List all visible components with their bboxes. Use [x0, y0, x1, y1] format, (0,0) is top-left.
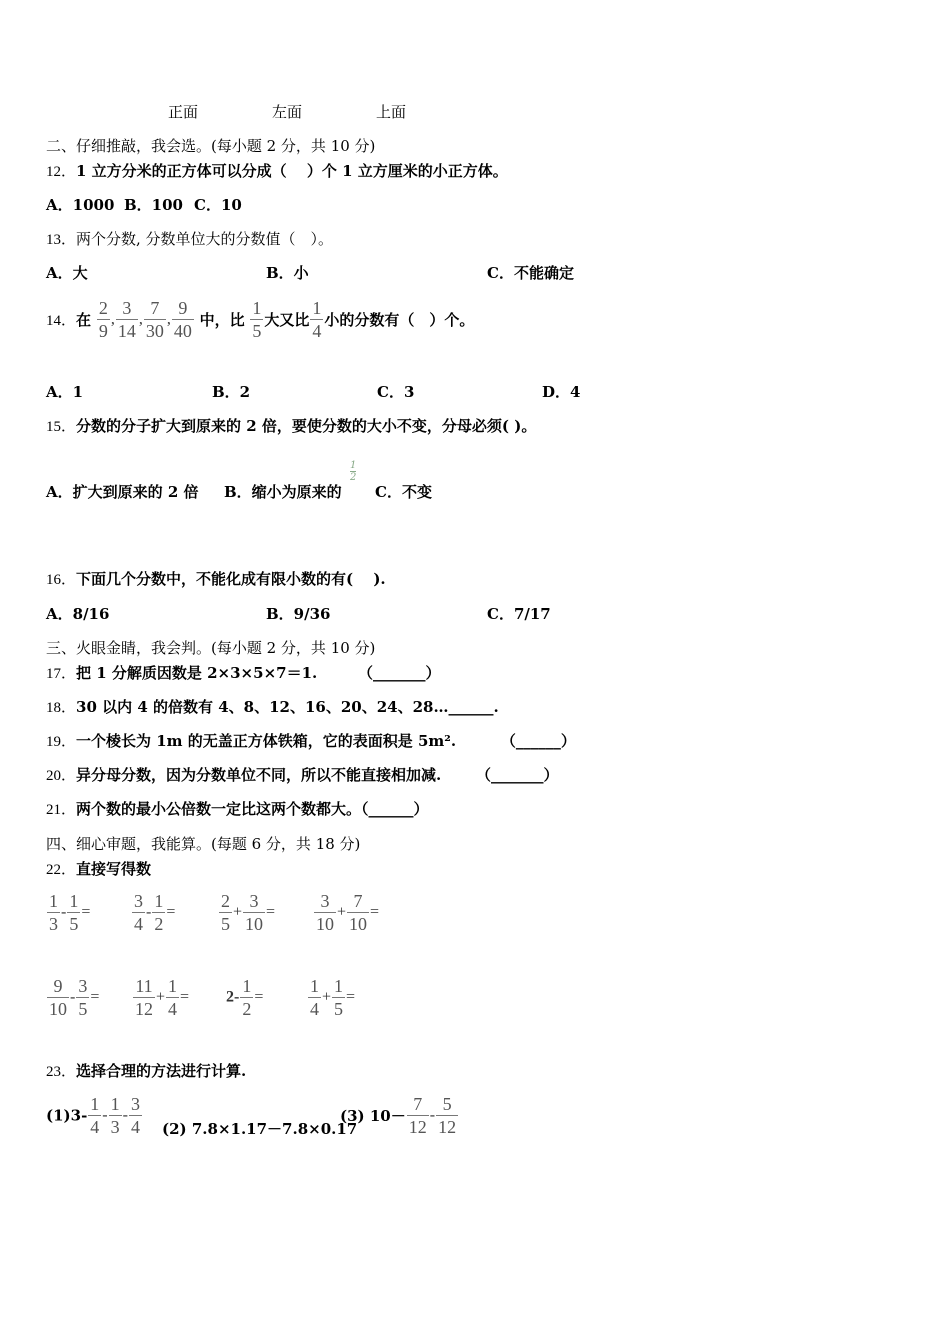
q14-mid2: 大又比	[264, 311, 310, 329]
q15	[46, 416, 536, 437]
q14-pre: 在	[76, 311, 92, 329]
q23-part3: (3) 10－ $\frac{7}{12}$ - $\frac{5}{12}$	[340, 1094, 457, 1137]
q12-text: 1 立方分米的正方体可以分成（ ）个 1 立方厘米的小正方体。	[76, 162, 508, 180]
view-label-front: 正面	[168, 103, 199, 121]
q13-option-b: B．小	[266, 264, 309, 282]
q21	[46, 799, 429, 820]
q14-upper-fraction: $\frac{1}{4}$	[312, 298, 322, 341]
section3-heading: 三、火眼金睛，我会判。(每小题 2 分，共 10 分)	[46, 639, 376, 657]
q23-part1: (1)3- $\frac{1}{4}$ - $\frac{1}{3}$ - $\frac{3}{4}$	[46, 1094, 140, 1137]
q19-answer-blank[interactable]: （______）	[500, 732, 576, 750]
q12	[46, 161, 508, 182]
q12-option-c: C．10	[194, 196, 242, 214]
q19-number: 19．	[46, 734, 77, 750]
q13-option-c: C．不能确定	[487, 264, 574, 282]
q14-option-b: B．2	[212, 383, 251, 401]
q21-text: 两个数的最小公倍数一定比这两个数都大。（______）	[76, 800, 429, 818]
q22-expr-2: $\frac{3}{4}$ - $\frac{1}{2}$ =	[134, 891, 176, 934]
q16-option-a: A．8/16	[46, 605, 110, 623]
q14-mid: 中，比	[199, 311, 245, 329]
q14-option-c: C．3	[377, 383, 415, 401]
q17	[46, 663, 441, 684]
view-label-left: 左面	[272, 103, 303, 121]
q16-option-c: C．7/17	[487, 605, 551, 623]
q22-expr-5: $\frac{9}{10}$ - $\frac{3}{5}$ =	[49, 976, 100, 1019]
q16-option-b: B．9/36	[266, 605, 331, 623]
q12-option-b: B．100	[124, 196, 183, 214]
q14-fraction-1: $\frac{2}{9}$	[98, 298, 108, 341]
q22-number: 22．	[46, 862, 77, 878]
q22-expr-1: $\frac{1}{3}$ - $\frac{1}{5}$ =	[49, 891, 91, 934]
q23-part2: (2) 7.8×1.17－7.8×0.17	[162, 1120, 358, 1138]
q17-answer-blank[interactable]: （_______）	[358, 664, 441, 682]
q14-fraction-4: $\frac{9}{40}$	[173, 298, 192, 341]
q22-expr-6: $\frac{11}{12}$ + $\frac{1}{4}$ =	[135, 976, 190, 1019]
q22-expr-7: 2- $\frac{1}{2}$ =	[226, 976, 264, 1019]
q20	[46, 765, 559, 786]
q16-number: 16．	[46, 572, 77, 588]
q22	[46, 859, 151, 880]
q19-text: 一个棱长为 1m 的无盖正方体铁箱，它的表面积是 5m².	[76, 732, 457, 750]
q13	[46, 229, 333, 250]
q17-text: 把 1 分解质因数是 2×3×5×7＝1.	[76, 664, 318, 682]
q16-text: 下面几个分数中，不能化成有限小数的有( ).	[76, 570, 386, 588]
q15-number: 15．	[46, 419, 77, 435]
q14: 14．在 $\frac{2}{9}$ , $\frac{3}{14}$ , $\frac{7}{30}$ , $\frac{9}{40}$ 中，比 $\frac{1}{5}$ 大又比 $\frac{1}{4}$ 小的分数有（ ）个。	[46, 298, 475, 341]
q15-text: 分数的分子扩大到原来的 2 倍，要使分数的大小不变，分母必须( )。	[76, 417, 537, 435]
q22-expr-3: $\frac{2}{5}$ + $\frac{3}{10}$ =	[221, 891, 276, 934]
q17-number: 17．	[46, 666, 77, 682]
q23	[46, 1061, 246, 1082]
q14-lower-fraction: $\frac{1}{5}$	[252, 298, 262, 341]
q18	[46, 697, 499, 718]
q14-option-a: A．1	[46, 383, 84, 401]
section4-heading: 四、细心审题，我能算。(每题 6 分，共 18 分)	[46, 835, 361, 853]
view-label-top: 上面	[376, 103, 407, 121]
q23-number: 23．	[46, 1064, 77, 1080]
section2-heading: 二、仔细推敲，我会选。(每小题 2 分，共 10 分)	[46, 137, 376, 155]
q15-option-a: A．扩大到原来的 2 倍	[46, 483, 199, 501]
q13-number: 13．	[46, 232, 77, 248]
q12-option-a: A．1000	[46, 196, 115, 214]
q15-option-b: B．缩小为原来的	[224, 483, 342, 501]
q20-number: 20．	[46, 768, 77, 784]
q18-number: 18．	[46, 700, 77, 716]
q20-answer-blank[interactable]: （_______）	[476, 766, 559, 784]
q21-number: 21．	[46, 802, 77, 818]
q16	[46, 569, 386, 590]
q14-fraction-3: $\frac{7}{30}$	[145, 298, 164, 341]
q14-number: 14．	[46, 313, 77, 329]
q19	[46, 731, 576, 752]
q13-option-a: A．大	[46, 264, 88, 282]
q13-text: 两个分数, 分数单位大的分数值（ ）。	[76, 230, 334, 248]
q23-text: 选择合理的方法进行计算.	[76, 1062, 247, 1080]
q15-small-fraction: 1 2	[350, 460, 357, 483]
q14-option-d: D．4	[542, 383, 581, 401]
q20-text: 异分母分数，因为分数单位不同，所以不能直接相加减.	[76, 766, 442, 784]
q22-text: 直接写得数	[76, 860, 152, 878]
q22-expr-4: $\frac{3}{10}$ + $\frac{7}{10}$ =	[316, 891, 380, 934]
q18-text: 30 以内 4 的倍数有 4、8、12、16、20、24、28…______.	[76, 698, 499, 716]
q15-option-c: C．不变	[375, 483, 432, 501]
q14-fraction-2: $\frac{3}{14}$	[117, 298, 136, 341]
q14-post: 小的分数有（ ）个。	[324, 311, 475, 329]
q22-expr-8: $\frac{1}{4}$ + $\frac{1}{5}$ =	[310, 976, 356, 1019]
q12-number: 12．	[46, 164, 77, 180]
